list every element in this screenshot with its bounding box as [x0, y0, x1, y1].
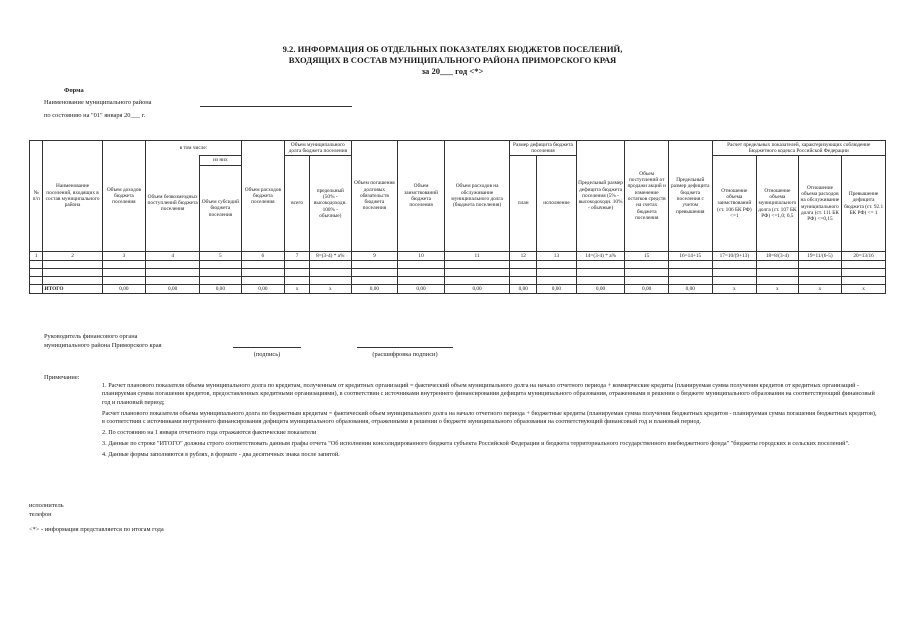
note-3: 3. Данные по строке "ИТОГО" должны строго соответствовать данным графы отчета "Об исполнении консолидированного бюджета субъекта Российской Федерации и бюджета территориального государственного внебюджетного фонда" "бюджеты городских и сельских поселений". — [102, 440, 850, 448]
total-cell: 0,00 — [398, 285, 445, 294]
signature-head-2: муниципального района Приморского края — [44, 342, 162, 349]
col-num-cell: 3 — [102, 252, 146, 261]
title-line-1: 9.2. ИНФОРМАЦИЯ ОБ ОТДЕЛЬНЫХ ПОКАЗАТЕЛЯХ БЮДЖЕТОВ ПОСЕЛЕНИЙ, — [282, 44, 623, 54]
col-num-cell: 5 — [200, 252, 241, 261]
h-debt-limit: предельный (50% - высокодоходн. 100% - обычные) — [310, 156, 352, 252]
sign-caption: (подпись) — [253, 351, 281, 358]
h-calc-group: Расчет предельных показателей, характеризующих соблюдение Бюджетного кодекса Российской Федерации — [712, 141, 885, 156]
h-subsidy: Объем субсидий бюджета поселения — [200, 166, 241, 252]
h-deficit-group: Размер дефицита бюджета поселения — [510, 141, 576, 156]
col-num-cell: 4 — [146, 252, 200, 261]
title-line-2: ВХОДЯЩИХ В СОСТАВ МУНИЦИПАЛЬНОГО РАЙОНА ПРИМОРСКОГО КРАЯ — [288, 55, 617, 65]
h-expenses: Объем расходов бюджета поселения — [241, 141, 285, 252]
date-label: по состоянию на "01" января 20___ г. — [44, 112, 146, 119]
col-num-cell: 7 — [285, 252, 310, 261]
h-nontax: Объем безвозмездных поступлений бюджета поселения — [146, 156, 200, 252]
district-line — [200, 106, 352, 107]
empty-row — [30, 277, 886, 285]
col-num-cell: 10 — [398, 252, 445, 261]
total-cell: 0,00 — [625, 285, 669, 294]
col-num-cell: 13 — [537, 252, 576, 261]
h-borrowing: Объем заимствований бюджета поселения — [398, 141, 445, 252]
h-guarantees: Объем погашения долговых обязательств бюджета поселения — [351, 141, 398, 252]
decode-line — [357, 347, 453, 348]
total-cell: 0,00 — [146, 285, 200, 294]
h-service: Объем расходов на обслуживание муниципального долга (бюджета поселения) — [444, 141, 509, 252]
h-name: Наименование поселений, входящих в состав муниципального района — [43, 141, 102, 252]
h-debt-group: Объем муниципального долга бюджета поселения — [285, 141, 351, 156]
district-label: Наименование муниципального района — [44, 99, 152, 106]
total-cell: 0,00 — [351, 285, 398, 294]
phone-label: телефон — [29, 511, 52, 518]
total-cell: 0,00 — [576, 285, 625, 294]
note-1: 1. Расчет планового показателя объема муниципального долга по кредитам, полученным от кредитных организаций = фактический объем муниципального долга на начало отчетного периода + коммерческие кредиты (планируемая сумма получения кредитов от кредитных организаций - планируемая сумма погашения кредитов, предоставленных кредитными организациями), в соответствии с источниками внутреннего финансирования дефицита муниципального образования, отраженными в решении о бюджете муниципального образования на соответствующий финансовый год и плановый период; — [102, 382, 875, 406]
decode-caption: (расшифровка подписи) — [372, 351, 438, 358]
signature-line — [233, 347, 301, 348]
h-incl: в том числе: — [146, 141, 241, 156]
h-debt-total: всего — [285, 156, 310, 252]
col-num-cell: 19=11/(6-5) — [798, 252, 842, 261]
total-cell: х — [757, 285, 798, 294]
col-num-cell: 11 — [444, 252, 509, 261]
h-receipts: Объем поступлений от продажи акций и изменение остатков средств на счетах бюджета поселения — [625, 141, 669, 252]
signature-head-1: Руководитель финансового органа — [44, 333, 138, 340]
col-num-cell: 8=(3-4) * a% — [310, 252, 352, 261]
notes-label: Примечание: — [44, 374, 80, 381]
h-c20: Превышение дефицита бюджета (ст. 92.1 БК РФ) <= 1 — [842, 156, 886, 252]
col-num-cell: 14=(3-4) * a% — [576, 252, 625, 261]
total-cell: 0,00 — [510, 285, 537, 294]
executor-label: исполнитель — [29, 502, 64, 509]
total-cell: 0,00 — [241, 285, 285, 294]
col-num-cell: 1 — [30, 252, 43, 261]
note-1b: Расчет планового показателя объема муниципального долга по бюджетным кредитам = фактический объем муниципального долга на начало отчетного периода + бюджетные кредиты (планируемая сумма получения бюджетных кредитов - планируемая сумма погашения бюджетных кредитов), в соответствии с источниками внутреннего финансирования дефицита муниципального образования, отраженными в решении о бюджете муниципального образования на соответствующий финансовый год и плановый период. — [102, 409, 877, 426]
col-num-cell: 16=14+15 — [668, 252, 712, 261]
h-num: № п/п — [30, 141, 43, 252]
column-numbers-row — [30, 252, 886, 261]
total-cell: 0,00 — [200, 285, 241, 294]
note-4: 4. Данные формы заполняются в рублях, в формате - два десятичных знака после запятой. — [102, 451, 340, 459]
col-num-cell: 12 — [510, 252, 537, 261]
note-2: 2. По состоянию на 1 января отчетного года отражаются фактические показатели — [102, 429, 317, 437]
h-def-max: Предельный размер дефицита бюджета поселения с учетом превышения — [668, 141, 712, 252]
total-cell: х — [798, 285, 842, 294]
total-cell: 0,00 — [537, 285, 576, 294]
h-def-fact: исполнение — [537, 156, 576, 252]
total-cell: 0,00 — [668, 285, 712, 294]
col-num-cell: 2 — [43, 252, 102, 261]
h-c19: Отношение объема расходов на обслуживание муниципального долга (ст. 111 БК РФ) <=0,15 — [798, 156, 842, 252]
notes-block — [102, 382, 880, 462]
h-c18: Отношение объема муниципального долга (ст. 107 БК РФ) <=1,0; 0,5 — [757, 156, 798, 252]
total-cell: х — [285, 285, 310, 294]
col-num-cell: 20=13/16 — [842, 252, 886, 261]
col-num-cell: 17=10/(9+13) — [712, 252, 757, 261]
h-def-limit: Предельный размер дефицита бюджета поселения (5% - высокодоходн. 10% - обычные) — [576, 141, 625, 252]
h-def-plan: план — [510, 156, 537, 252]
empty-row — [30, 269, 886, 277]
total-cell: х — [712, 285, 757, 294]
total-row — [30, 285, 886, 294]
h-income: Объем доходов бюджета поселения — [102, 141, 146, 252]
footnote: <*> - информация представляется по итогам года — [29, 526, 164, 533]
h-of-them: из них — [200, 156, 241, 166]
col-num-cell: 15 — [625, 252, 669, 261]
col-num-cell: 9 — [351, 252, 398, 261]
col-num-cell: 18=8/(3-4) — [757, 252, 798, 261]
indicators-table — [29, 140, 886, 294]
total-label: ИТОГО — [43, 285, 102, 294]
total-cell: х — [842, 285, 886, 294]
form-label: Форма — [64, 87, 84, 94]
total-cell: х — [310, 285, 352, 294]
total-cell: 0,00 — [102, 285, 146, 294]
total-cell: 0,00 — [444, 285, 509, 294]
empty-row — [30, 261, 886, 269]
title-line-3: за 20___ год <*> — [421, 66, 484, 76]
h-c17: Отношение объема заимствований (ст. 106 БК РФ) <=1 — [712, 156, 757, 252]
col-num-cell: 6 — [241, 252, 285, 261]
